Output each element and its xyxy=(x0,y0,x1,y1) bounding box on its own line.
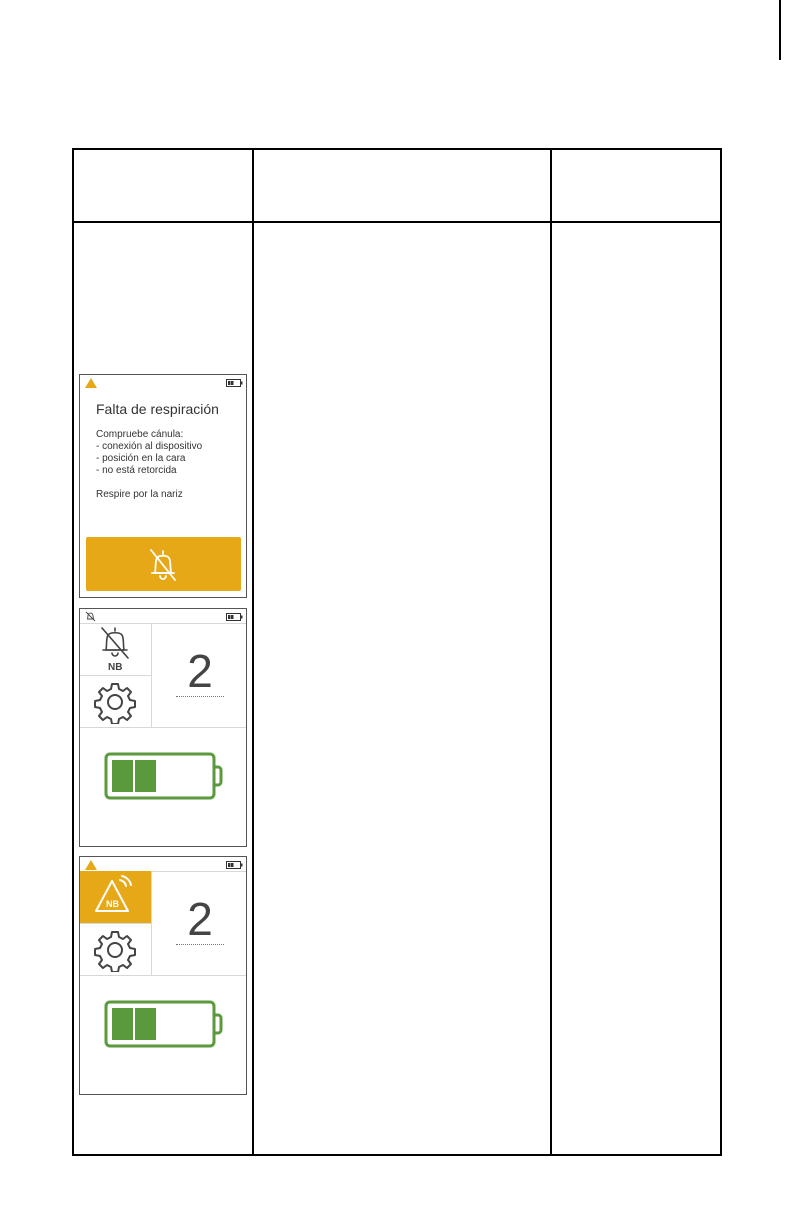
nb-label: NB xyxy=(108,662,123,673)
alarm-line: - posición en la cara xyxy=(96,453,186,464)
alarm-instruction: Respire por la nariz xyxy=(96,489,183,500)
header-divider xyxy=(74,221,720,223)
setting-value-display[interactable] xyxy=(152,872,247,975)
silence-alarm-button[interactable] xyxy=(86,537,241,591)
settings-button[interactable] xyxy=(80,676,151,727)
alarm-title: Falta de respiración xyxy=(96,401,219,417)
alarm-line: - conexión al dispositivo xyxy=(96,441,203,452)
flow-setting-value: 2 xyxy=(187,893,213,945)
nb-alarm-mute-button[interactable] xyxy=(80,624,151,675)
alarm-line: - no está retorcida xyxy=(96,465,177,476)
setting-value-display[interactable] xyxy=(152,624,247,727)
status-bar xyxy=(80,609,246,623)
home-screen-muted xyxy=(79,608,247,847)
alarm-silence-icon xyxy=(146,547,180,583)
warning-icon xyxy=(85,378,97,388)
alarm-message xyxy=(96,429,202,501)
battery-level-icon xyxy=(104,1000,228,1048)
nb-label: NB xyxy=(106,899,119,909)
column-divider-1 xyxy=(252,150,254,1154)
battery-status-icon xyxy=(226,861,243,869)
value-underline xyxy=(176,696,224,697)
alarm-muted-icon xyxy=(85,611,96,622)
battery-status-icon xyxy=(226,379,243,387)
battery-level-icon xyxy=(104,752,228,800)
alarm-line: Compruebe cánula: xyxy=(96,429,184,440)
value-underline xyxy=(176,944,224,945)
status-bar xyxy=(80,857,246,871)
flow-setting-value: 2 xyxy=(187,645,213,697)
warning-icon xyxy=(85,860,97,870)
gear-icon xyxy=(93,928,137,972)
settings-button[interactable] xyxy=(80,924,151,975)
status-bar xyxy=(80,375,246,389)
alarm-muted-icon xyxy=(95,626,135,664)
cut-line xyxy=(779,0,781,60)
column-divider-2 xyxy=(550,150,552,1154)
battery-status-icon xyxy=(226,613,243,621)
alarm-screen xyxy=(79,374,247,598)
nb-alert-icon xyxy=(92,875,136,917)
nb-alert-button[interactable] xyxy=(80,871,151,923)
home-screen-alert xyxy=(79,856,247,1095)
gear-icon xyxy=(93,680,137,724)
